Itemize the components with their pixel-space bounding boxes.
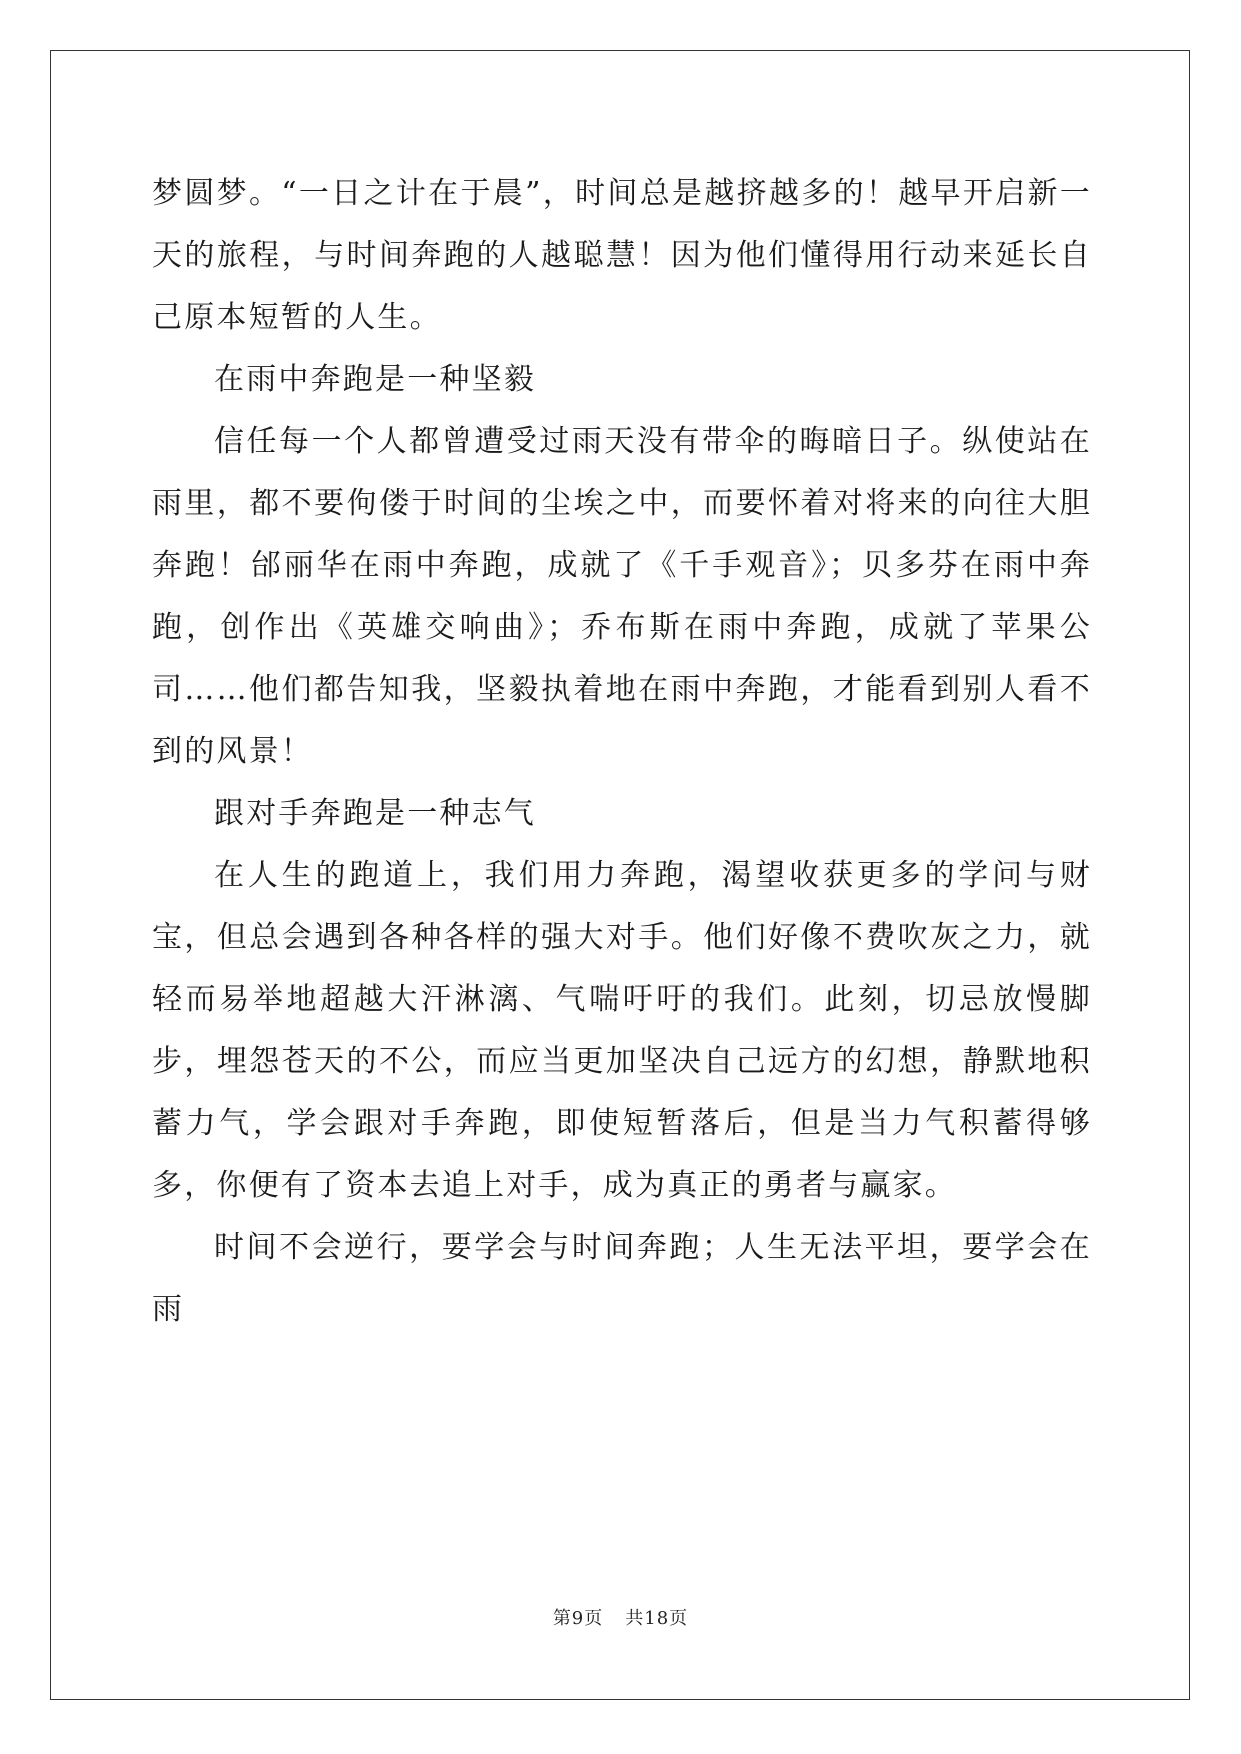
document-body	[152, 163, 1092, 1341]
paragraph: 在人生的跑道上，我们用力奔跑，渴望收获更多的学问与财宝，但总会遇到各种各样的强大对手。他们好像不费吹灰之力，就轻而易举地超越大汗淋漓、气喘吁吁的我们。此刻，切忌放慢脚步，埋怨苍天的不公，而应当更加坚决自己远方的幻想，静默地积蓄力气，学会跟对手奔跑，即使短暂落后，但是当力气积蓄得够多，你便有了资本去追上对手，成为真正的勇者与赢家。	[152, 858, 1092, 1203]
section-heading: 在雨中奔跑是一种坚毅	[214, 362, 536, 397]
paragraph: 信任每一个人都曾遭受过雨天没有带伞的晦暗日子。纵使站在雨里，都不要佝偻于时间的尘埃之中，而要怀着对将来的向往大胆奔跑！邰丽华在雨中奔跑，成就了《千手观音》；贝多芬在雨中奔跑，创作出《英雄交响曲》；乔布斯在雨中奔跑，成就了苹果公司……他们都告知我，坚毅执着地在雨中奔跑，才能看到别人看不到的风景！	[152, 424, 1092, 769]
section-heading: 跟对手奔跑是一种志气	[214, 796, 536, 831]
paragraph: 梦圆梦。“一日之计在于晨”，时间总是越挤越多的！越早开启新一天的旅程，与时间奔跑的人越聪慧！因为他们懂得用行动来延长自己原本短暂的人生。	[152, 176, 1092, 335]
page-footer	[0, 1604, 1241, 1630]
paragraph: 时间不会逆行，要学会与时间奔跑；人生无法平坦，要学会在雨	[152, 1230, 1092, 1327]
current-page-number: 第9页	[552, 1608, 604, 1629]
total-page-count: 共18页	[625, 1608, 689, 1629]
